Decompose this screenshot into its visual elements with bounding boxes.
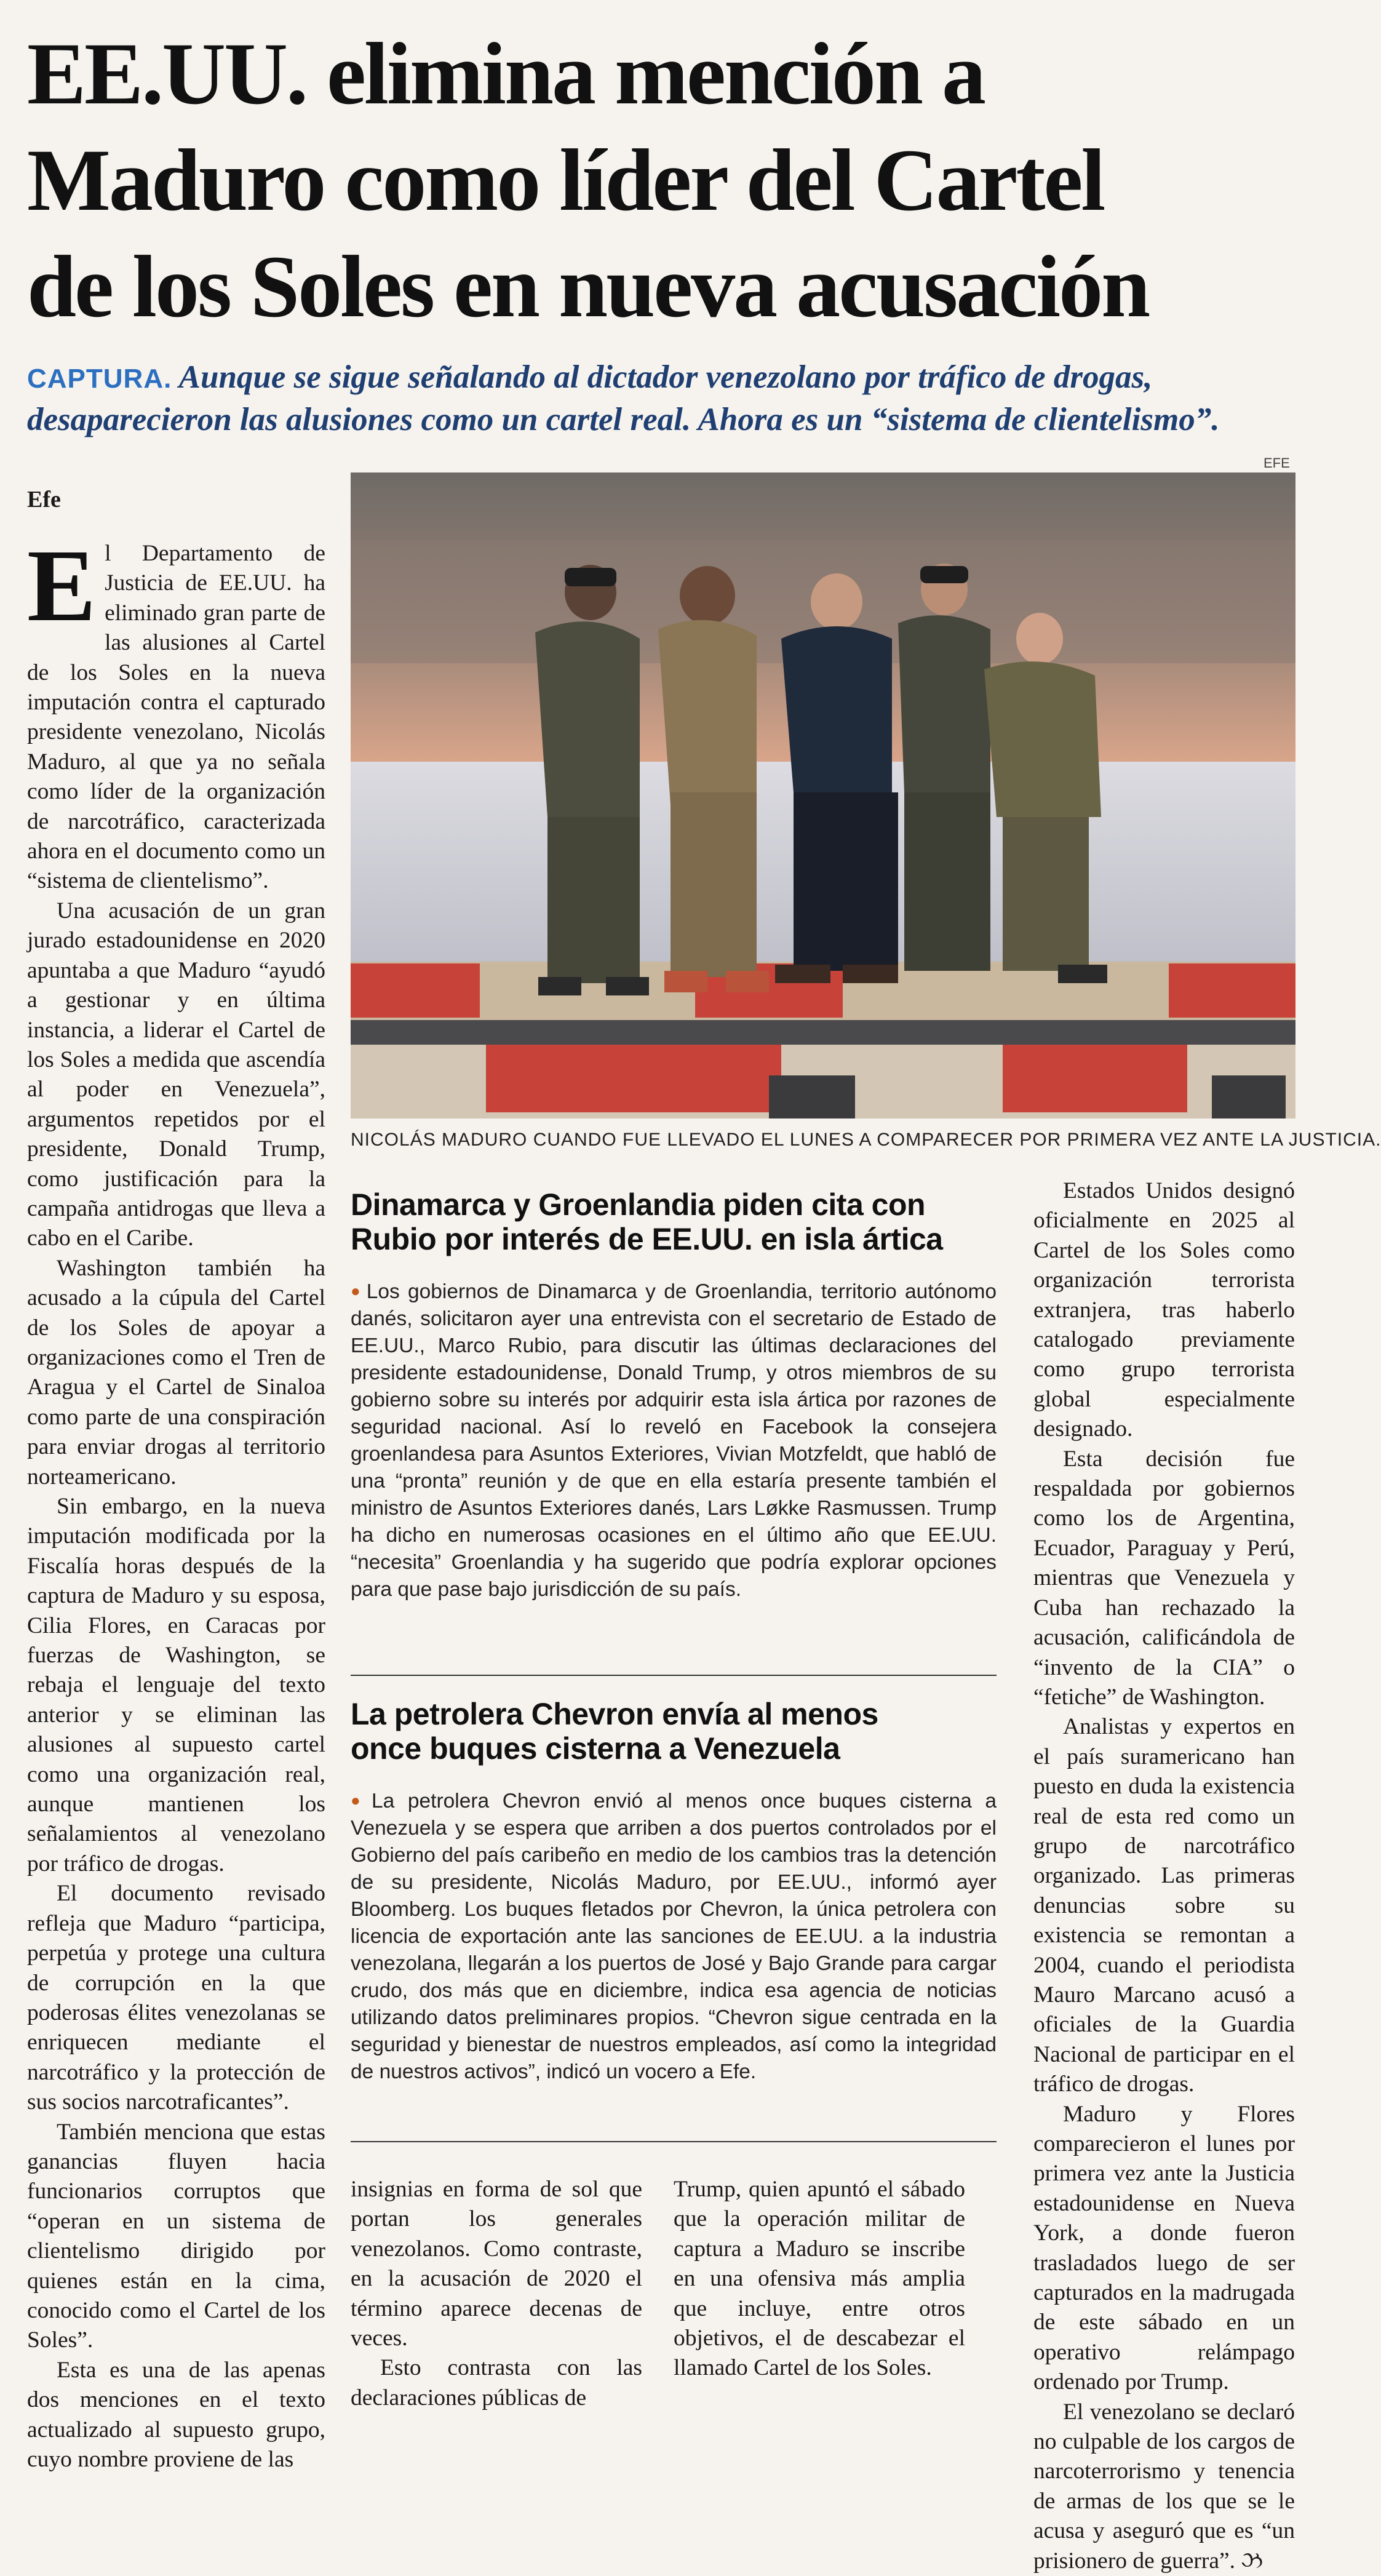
article-paragraph-3: Washington también ha acusado a la cúpula del Cartel de los Soles de apoyar a organizaciones como el Tren de Aragua y el Cartel de Sinaloa como parte de una conspiración para enviar drogas al territorio norteamericano. xyxy=(27,1255,325,1489)
drop-cap: E xyxy=(27,528,97,643)
sidebar-denmark-body-text: Los gobiernos de Dinamarca y de Groenlandia, territorio autónomo danés, solicitaron ayer una entrevista con el secretario de Estado de EE.UU., Marco Rubio, para discutir las últimas declaraciones del presidente estadounidense, Donald Trump, y otros miembros de su gobierno sobre su interés por adquirir esta isla ártica por razones de seguridad nacional. Así lo reveló en Facebook la consejera groenlandesa para Asuntos Exteriores, Vivian Motzfeldt, que habló de una “pronta” reunión y de que en ella estaría presente también el ministro de Asuntos Exteriores danés, Lars Løkke Rasmussen. Trump ha dicho en numerosas ocasiones en el último año que EE.UU. “necesita” Groenlandia y ha sugerido que podría explorar opciones para que pase bajo jurisdicción de su país. xyxy=(351,1280,997,1601)
sidebar-chevron-title xyxy=(351,1697,997,1766)
sidebar-story-chevron xyxy=(351,1697,997,2086)
article-continuation-3: Trump, quien apuntó el sábado que la operación militar de captura a Maduro se inscribe en una ofensiva más amplia que incluye, entre otros objetivos, el de descabezar el llamado Cartel de los Soles. xyxy=(674,2177,965,2381)
section-divider xyxy=(351,1675,997,1676)
deck-text-2: desaparecieron las alusiones como un cartel real. Ahora es un “sistema de clientelismo”. xyxy=(27,402,1220,437)
bullet-icon: ● xyxy=(351,1791,368,1809)
sidebar-denmark-title-line-1: Dinamarca y Groenlandia piden cita con xyxy=(351,1187,926,1222)
article-paragraph-1 xyxy=(27,528,325,896)
article-paragraph-1-text: l Departamento de Justicia de EE.UU. ha eliminado gran parte de las alusiones al Cartel de los Soles en la nueva imputación contra el capturado presidente venezolano, Nicolás Maduro, al que ya no señala como líder de la organización de narcotráfico, caracterizada ahora en el documento como un “sistema de clientelismo”. xyxy=(27,541,325,894)
byline: Efe xyxy=(27,487,61,512)
headline-line-2: Maduro como líder del Cartel xyxy=(27,132,1104,229)
article-col4-paragraph-1: Estados Unidos designó oficialmente en 2025 al Cartel de los Soles como organización terrorista extranjera, tras haberlo catalogado previamente como grupo terrorista global especialmente designado. xyxy=(1033,1178,1295,1442)
article-paragraph-7: Esta es una de las apenas dos menciones en el texto actualizado al supuesto grupo, cuyo nombre proviene de las xyxy=(27,2357,325,2472)
article-continuation-1: insignias en forma de sol que portan los generales venezolanos. Como contraste, en la acusación de 2020 el término aparece decenas de veces. xyxy=(351,2177,642,2351)
article-col4-paragraph-3: Analistas y expertos en el país suramericano han puesto en duda la existencia real de esta red como un grupo de narcotráfico organizado. Las primeras denuncias sobre su existencia se remontan a 2004, cuando el periodista Mauro Marcano acusó a oficiales de la Guardia Nacional de participar en el tráfico de drogas. xyxy=(1033,1714,1295,2097)
article-paragraph-4: Sin embargo, en la nueva imputación modificada por la Fiscalía horas después de la captura de Maduro y su esposa, Cilia Flores, en Caracas por fuerzas de Washington, se rebaja el lenguaje del texto anterior y se eliminan las alusiones al supuesto cartel como una organización real, aunque mantienen los señalamientos al venezolano por tráfico de drogas. xyxy=(27,1494,325,1876)
article-col4-paragraph-5 xyxy=(1033,2398,1295,2576)
sidebar-story-denmark xyxy=(351,1187,997,1603)
photo-illustration xyxy=(351,473,1295,1119)
photo-credit: EFE xyxy=(1264,455,1290,471)
article-paragraph-2: Una acusación de un gran jurado estadounidense en 2020 apuntaba a que Maduro “ayudó a gestionar y en última instancia, a liderar el Cartel de los Soles a medida que ascendía al poder en Venezuela”, argumentos repetidos por el presidente, Donald Trump, como justificación para la campaña antidrogas que lleva a cabo en el Caribe. xyxy=(27,898,325,1251)
headline-line-1: EE.UU. elimina mención a xyxy=(27,25,985,123)
headline xyxy=(27,21,1313,340)
deck-line-1 xyxy=(27,357,1313,399)
bullet-icon: ● xyxy=(351,1282,363,1300)
sidebar-chevron-title-line-2: once buques cisterna a Venezuela xyxy=(351,1731,840,1766)
article-col4-paragraph-2: Esta decisión fue respaldada por gobiernos como los de Argentina, Ecuador, Paraguay y Perú, mientras que Venezuela y Cuba han rechazado la acusación, calificándola de “invento de la CIA” o “fetiche” de Washington. xyxy=(1033,1446,1295,1710)
article-col4-paragraph-5-text: El venezolano se declaró no culpable de los cargos de narcoterrorismo y tenencia de armas de los que se le acusa y aseguró que es “un prisionero de guerra”. xyxy=(1033,2399,1295,2574)
article-paragraph-6: También menciona que estas ganancias fluyen hacia funcionarios corruptos que “operan en un sistema de clientelismo dirigido por quienes están en la cima, conocido como el Cartel de los Soles”. xyxy=(27,2119,325,2353)
deck-kicker: CAPTURA. xyxy=(27,364,172,394)
end-mark-icon: ઝ xyxy=(1241,2548,1264,2574)
article-column-4 xyxy=(1033,1176,1295,2574)
article-paragraph-5: El documento revisado refleja que Maduro “participa, perpetúa y protege una cultura de corrupción en la que poderosas élites venezolanas se enriquecen mediante el narcotráfico y la protección de sus socios narcotraficantes”. xyxy=(27,1881,325,2115)
article-continuation-2: Esto contrasta con las declaraciones públicas de xyxy=(351,2355,642,2411)
article-column-3-bottom xyxy=(674,2175,965,2433)
sidebar-denmark-title-line-2: Rubio por interés de EE.UU. en isla ártica xyxy=(351,1222,943,1256)
article-column-1 xyxy=(27,528,325,2472)
deck-text-1: Aunque se sigue señalando al dictador venezolano por tráfico de drogas, xyxy=(178,359,1153,395)
sidebar-chevron-title-line-1: La petrolera Chevron envía al menos xyxy=(351,1697,878,1731)
article-col4-paragraph-4: Maduro y Flores comparecieron el lunes por primera vez ante la Justicia estadounidense en Nueva York, a donde fueron trasladados luego de ser capturados en la madrugada de este sábado en un operativo relámpago ordenado por Trump. xyxy=(1033,2101,1295,2395)
article-column-2-bottom xyxy=(351,2175,642,2433)
sidebar-denmark-title xyxy=(351,1187,997,1256)
photo-caption: NICOLÁS MADURO CUANDO FUE LLEVADO EL LUNES A COMPARECER POR PRIMERA VEZ ANTE LA JUSTICIA. xyxy=(351,1130,1381,1150)
news-photo xyxy=(351,473,1295,1119)
deck xyxy=(27,357,1313,440)
sidebar-chevron-body xyxy=(351,1787,997,2086)
headline-line-3: de los Soles en nueva acusación xyxy=(27,238,1149,336)
sidebar-chevron-body-text: La petrolera Chevron envió al menos once buques cisterna a Venezuela y se espera que arriben a dos puertos controlados por el Gobierno del país caribeño en medio de los cambios tras la detención de su presidente, Nicolás Maduro, por EE.UU., informó ayer Bloomberg. Los buques fletados por Chevron, la única petrolera con licencia de exportación ante las sanciones de EE.UU. a la industria venezolana, llegarán a los puertos de José y Bajo Grande para cargar crudo, dos más que en diciembre, indica esa agencia de noticias utilizando datos preliminares propios. “Chevron sigue centrada en la seguridad y bienestar de nuestros empleados, así como la integridad de nuestros activos”, indicó un vocero a Efe. xyxy=(351,1790,997,2083)
section-divider xyxy=(351,2141,997,2142)
sidebar-denmark-body xyxy=(351,1277,997,1603)
